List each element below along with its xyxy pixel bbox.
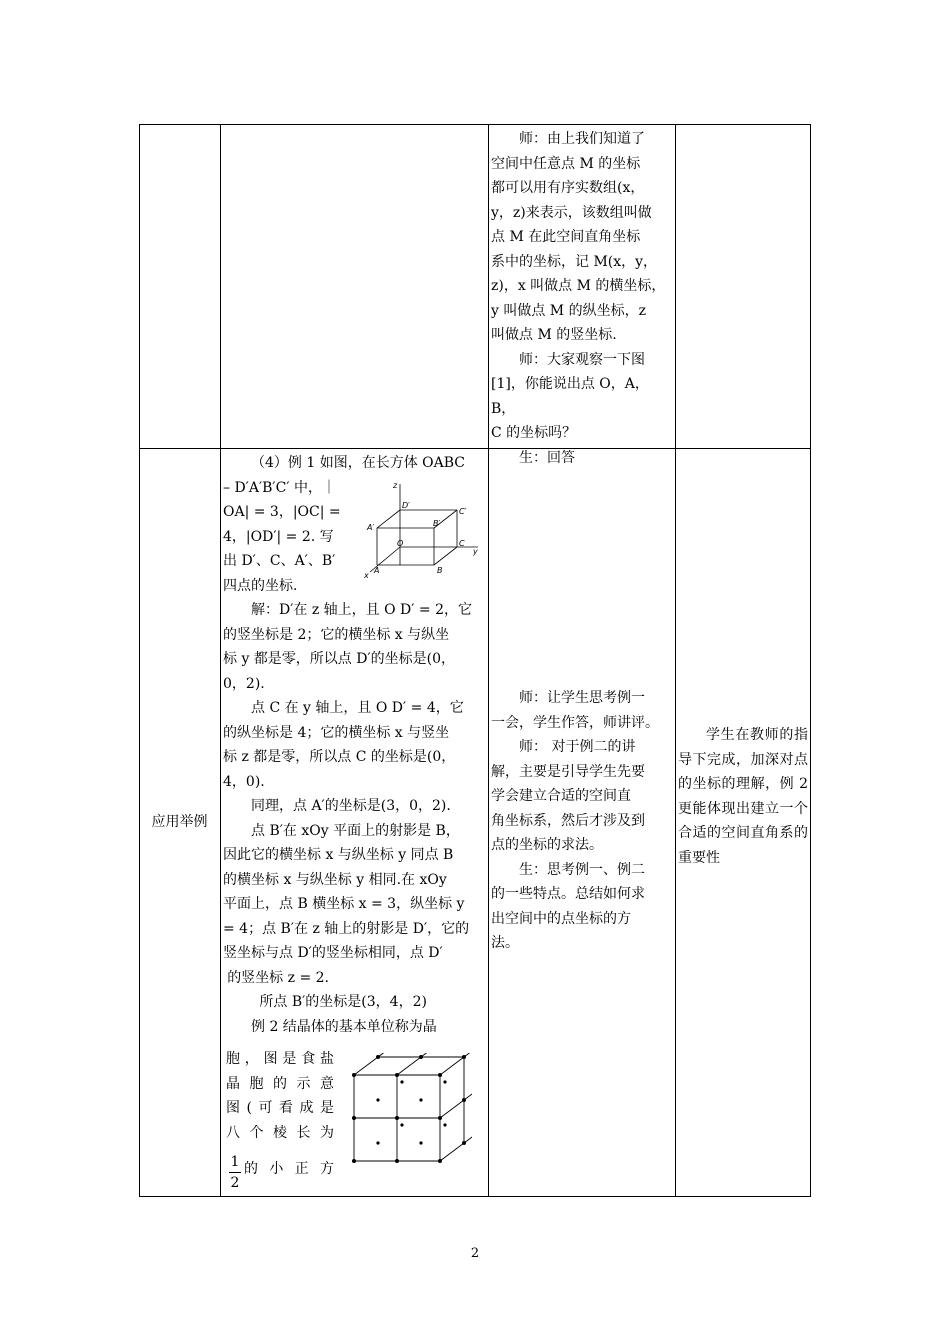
solution-text xyxy=(223,598,486,1039)
lattice-edge xyxy=(378,1053,402,1057)
example2-text xyxy=(226,1047,334,1145)
design-intent-text: 学生在教师的指导下完成，加深对点的坐标的理解，例 2 更能体现出建立一个合适的空间直角系的重要性 xyxy=(678,727,808,866)
text-line: 标 y 都是零，所以点 D′的坐标是(0， xyxy=(223,651,456,667)
text-line: 4，|OD′| = 2. 写 xyxy=(223,528,334,545)
figure-label: y xyxy=(473,547,478,556)
text-line: 的一些特点。总结如何求 xyxy=(491,886,645,902)
text-line: 4，0). xyxy=(223,773,265,790)
text-line: 空间中任意点 M 的坐标 xyxy=(491,155,641,172)
text-line: 晶 胞 的 示 意 xyxy=(226,1075,334,1092)
text-line: 因此它的横坐标 x 与纵坐标 y 同点 B xyxy=(223,847,454,863)
text-line: z)，x 叫做点 M 的横坐标， xyxy=(491,278,666,294)
table-border-left xyxy=(139,124,140,1197)
text-line: （4）例 1 如图，在长方体 OABC xyxy=(251,455,466,471)
figure-label: A xyxy=(374,566,380,575)
text-line: 生：思考例一、例二 xyxy=(519,861,645,878)
text-line: 同理，点 A′的坐标是(3，0，2). xyxy=(251,798,451,814)
text-line: 四点的坐标. xyxy=(223,577,298,594)
text-line: 图(可看成是 xyxy=(226,1100,334,1116)
table-border-top xyxy=(139,124,811,125)
figure-label: z xyxy=(393,481,398,490)
cuboid-edge xyxy=(377,510,400,528)
text-line: 0，2). xyxy=(223,675,265,692)
lattice-lines xyxy=(354,1053,472,1161)
lattice-atom xyxy=(419,1098,422,1101)
text-line: 叫做点 M 的竖坐标. xyxy=(491,327,617,343)
lattice-atom xyxy=(419,1141,422,1144)
text-line: 点 M 在此空间直角坐标 xyxy=(491,229,641,245)
text-line: 点 B′在 xOy 平面上的射影是 B， xyxy=(251,822,460,839)
lattice-edge xyxy=(397,1057,421,1075)
lattice-atom xyxy=(438,1159,442,1163)
text-line: 解：D′在 z 轴上，且 O D′ = 2，它 xyxy=(251,602,472,618)
text-line: 法。 xyxy=(491,935,519,951)
text-line: 师：由上我们知道了 xyxy=(519,131,645,147)
lattice-atom xyxy=(443,1080,446,1083)
row2-teacher-cell xyxy=(491,686,673,956)
lattice-atom xyxy=(376,1098,379,1101)
text-line: 点的坐标的求法。 xyxy=(491,837,603,853)
text-line: 八 个 棱 长 为 xyxy=(226,1124,334,1141)
figure-label: O xyxy=(397,539,404,548)
lattice-atom xyxy=(462,1141,466,1145)
lattice-atom xyxy=(352,1073,356,1077)
lattice-atom xyxy=(376,1055,380,1059)
figure-label: D′ xyxy=(402,501,410,510)
text-line: 师： 对于例二的讲 xyxy=(519,739,636,755)
lattice-atom xyxy=(462,1098,466,1102)
cuboid-figure xyxy=(360,480,485,580)
lattice-edge xyxy=(464,1125,472,1143)
text-line: 出 D′、C、A′、B′ xyxy=(223,553,336,569)
text-line: y 叫做点 M 的纵坐标，z xyxy=(491,302,646,319)
text-line: 都可以用有序实数组(x， xyxy=(491,180,645,196)
lattice-atom xyxy=(352,1116,356,1120)
figure-label: x xyxy=(364,571,369,580)
text-line: 系中的坐标，记 M(x，y， xyxy=(491,253,658,270)
fraction-denominator: 2 xyxy=(229,1172,241,1193)
row1-teacher-cell xyxy=(491,127,673,470)
lattice-atom xyxy=(438,1073,442,1077)
text-line: 的竖坐标是 2；它的横坐标 x 与纵坐 xyxy=(223,626,450,643)
text-line: 竖坐标与点 D′的竖坐标相同，点 D′ xyxy=(223,945,443,961)
text-line: 的竖坐标 z = 2. xyxy=(227,969,330,986)
text-line: 出空间中的点坐标的方 xyxy=(491,910,631,927)
lattice-atom xyxy=(462,1055,466,1059)
stage-label: 应用举例 xyxy=(151,814,208,830)
lattice-atom xyxy=(395,1116,399,1120)
figure-label: C xyxy=(459,539,465,548)
text-line: OA| = 3，|OC| = xyxy=(223,504,341,520)
lattice-atom xyxy=(376,1141,379,1144)
text-line: 生：回答 xyxy=(519,449,575,466)
lattice-edge xyxy=(354,1057,378,1075)
lattice-edge xyxy=(464,1082,472,1100)
figure-label: A′ xyxy=(367,523,375,532)
lattice-atom xyxy=(400,1080,403,1083)
figure-label: B′ xyxy=(433,519,441,528)
text-line: 的纵坐标是 4；它的横坐标 x 与竖坐 xyxy=(223,724,450,741)
table-divider-3 xyxy=(675,124,676,1197)
text-line: 师：大家观察一下图 xyxy=(519,351,645,368)
lattice-edge xyxy=(440,1057,464,1075)
text-line: 的横坐标 x 与纵坐标 y 相同.在 xOy xyxy=(223,871,447,888)
lattice-atom xyxy=(438,1116,442,1120)
text-line: y，z)来表示，该数组叫做 xyxy=(491,204,652,221)
table-row-divider xyxy=(139,448,811,449)
cuboid-edge xyxy=(434,547,457,565)
lattice-atom xyxy=(400,1123,403,1126)
figure-label: C′ xyxy=(459,507,467,516)
text-line: 标 z 都是零，所以点 C 的坐标是(0， xyxy=(223,749,456,765)
lattice-edge xyxy=(421,1053,445,1057)
lattice-edge xyxy=(440,1100,464,1118)
example2-text-end: 的 小 正 方 xyxy=(244,1161,334,1177)
lattice-atom xyxy=(443,1123,446,1126)
text-line: [1]，你能说出点 O，A，B， xyxy=(491,376,649,417)
text-line: 学会建立合适的空间直 xyxy=(491,788,631,804)
text-line: 解，主要是引导学生先要 xyxy=(491,763,645,780)
text-line: 所点 B′的坐标是(3，4，2) xyxy=(259,994,427,1010)
text-line: 师：让学生思考例一 xyxy=(519,690,645,706)
text-line: – D′A′B′C′ 中，｜ xyxy=(223,479,336,496)
page-number: 2 xyxy=(470,1246,480,1261)
table-border-right xyxy=(810,124,811,1197)
fraction-one-half xyxy=(227,1152,243,1193)
lattice-atom xyxy=(352,1159,356,1163)
figure-label: B xyxy=(437,566,443,575)
lattice-edge xyxy=(440,1143,464,1161)
text-line: 胞，图是食盐 xyxy=(226,1051,334,1067)
table-divider-2 xyxy=(488,124,489,1197)
lattice-atom xyxy=(395,1159,399,1163)
lattice-atom xyxy=(395,1073,399,1077)
text-line: 一会，学生作答，师讲评。 xyxy=(491,714,659,731)
table-divider-1 xyxy=(220,124,221,1197)
fraction-numerator: 1 xyxy=(230,1154,240,1170)
text-line: 平面上，点 B 横坐标 x = 3，纵坐标 y xyxy=(223,896,465,912)
text-line: 角坐标系，然后才涉及到 xyxy=(491,812,645,829)
crystal-cell-figure xyxy=(350,1053,472,1171)
text-line: = 4；点 B′在 z 轴上的射影是 D′，它的 xyxy=(223,920,470,937)
text-line: 点 C 在 y 轴上，且 O D′ = 4，它 xyxy=(251,700,464,716)
text-line: 例 2 结晶体的基本单位称为晶 xyxy=(251,1018,437,1035)
lattice-atom xyxy=(419,1055,423,1059)
table-border-bottom xyxy=(139,1196,811,1197)
text-line: C 的坐标吗？ xyxy=(491,425,577,441)
